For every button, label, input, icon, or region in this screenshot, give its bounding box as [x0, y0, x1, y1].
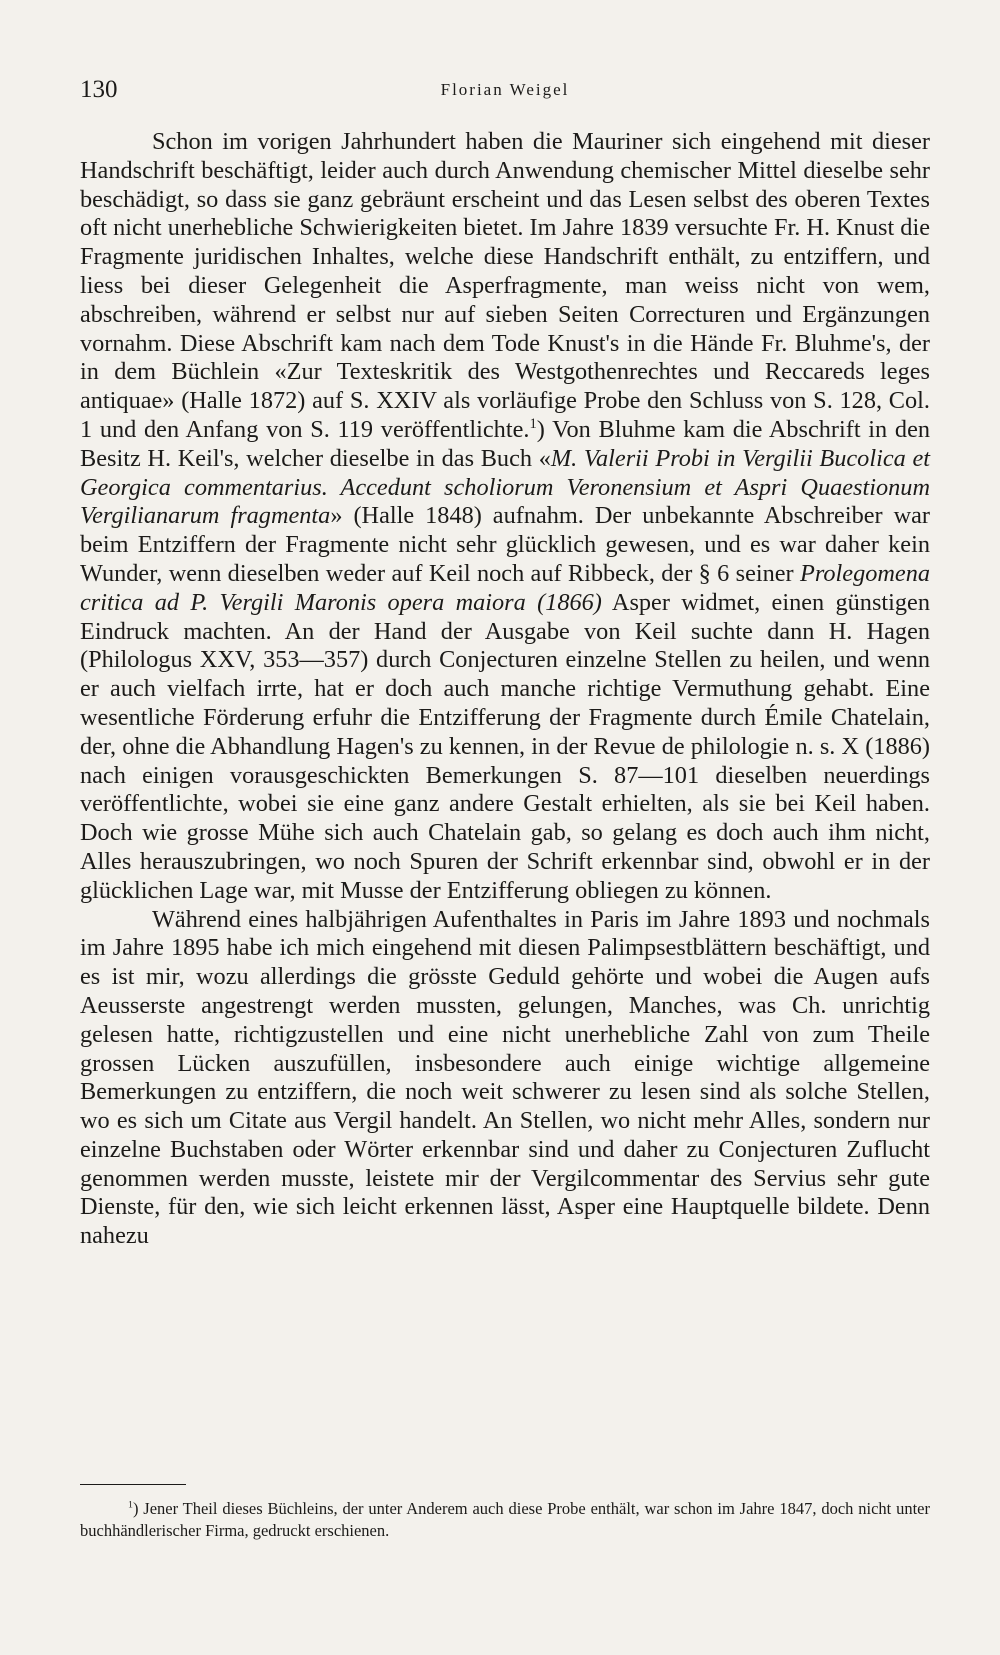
running-title: Florian Weigel: [440, 80, 570, 99]
page-header: [80, 76, 930, 108]
paragraph-1-part-3: » (Halle 1848) aufnahm. Der unbekannte Abschreiber war beim Entziffern der Fragmente nicht sehr glücklich gewesen, und es war daher kein Wunder, wenn dieselben weder auf Keil noch auf Ribbeck, der § 6 seiner: [80, 502, 930, 587]
footnote-reference: 1: [529, 415, 537, 432]
footnote-divider: [80, 1484, 186, 1485]
paragraph-1: [80, 128, 930, 906]
body-text: [80, 128, 930, 1251]
footnote: [80, 1498, 930, 1542]
paragraph-2: Während eines halbjährigen Aufenthaltes in Paris im Jahre 1893 und nochmals im Jahre 1895 habe ich mich eingehend mit diesen Palimpsestblättern beschäftigt, und es ist mir, wozu allerdings die grösste Geduld gehörte und wobei die Augen aufs Aeusserste angestrengt werden mussten, gelungen, Manches, was Ch. unrichtig gelesen hatte, richtigzustellen und eine nicht unerhebliche Zahl von zum Theile grossen Lücken auszufüllen, insbesondere auch einige wichtige allgemeine Bemerkungen zu entziffern, die noch weit schwerer zu lesen sind als solche Stellen, wo es sich um Citate aus Vergil handelt. An Stellen, wo nicht mehr Alles, sondern nur einzelne Buchstaben oder Wörter erkennbar sind und daher zu Conjecturen Zuflucht genommen werden musste, leistete mir der Vergilcommentar des Servius sehr gute Dienste, für den, wie sich leicht erkennen lässt, Asper eine Hauptquelle bildete. Denn nahezu: [80, 905, 930, 1250]
page-number: 130: [80, 76, 118, 103]
book-title-prolegomena: Prolegomena critica ad P. Vergili Maronis opera maiora (1866): [80, 559, 930, 616]
footnote-marker: 1: [128, 1499, 133, 1511]
paragraph-1-part-2: ) Von Bluhme kam die Abschrift in den Besitz H. Keil's, welcher dieselbe in das Buch «: [80, 415, 930, 472]
footnote-text: ) Jener Theil dieses Büchleins, der unter Anderem auch diese Probe enthält, war schon im Jahre 1847, doch nicht unter buchhändlerischer Firma, gedruckt erschienen.: [80, 1499, 930, 1540]
paragraph-1-part-1: Schon im vorigen Jahrhundert haben die Mauriner sich eingehend mit dieser Handschrift beschäftigt, leider auch durch Anwendung chemischer Mittel dieselbe sehr beschädigt, so dass sie ganz gebräunt erscheint und das Lesen selbst des oberen Textes oft nicht unerhebliche Schwierigkeiten bietet. Im Jahre 1839 versuchte Fr. H. Knust die Fragmente juridischen Inhaltes, welche diese Handschrift enthält, zu entziffern, und liess bei dieser Gelegenheit die Asperfragmente, man weiss nicht von wem, abschreiben, während er selbst nur auf sieben Seiten Correcturen und Ergänzungen vornahm. Diese Abschrift kam nach dem Tode Knust's in die Hände Fr. Bluhme's, der in dem Büchlein «Zur Texteskritik des Westgothenrechtes und Reccareds leges antiquae» (Halle 1872) auf S. XXIV als vorläufige Probe den Schluss von S. 128, Col. 1 und den Anfang von S. 119 veröffentlichte.: [80, 128, 930, 443]
book-title-probus: M. Valerii Probi in Vergilii Bucolica et Georgica commentarius. Accedunt scholiorum Veronensium et Aspri Quaestionum Vergilianarum fragmenta: [80, 444, 930, 530]
paragraph-1-part-4: Asper widmet, einen günstigen Eindruck machten. An der Hand der Ausgabe von Keil suchte dann H. Hagen (Philologus XXV, 353—357) durch Conjecturen einzelne Stellen zu heilen, und wenn er auch vielfach irrte, hat er doch auch manche richtige Vermuthung gehabt. Eine wesentliche Förderung erfuhr die Entzifferung der Fragmente durch Émile Chatelain, der, ohne die Abhandlung Hagen's zu kennen, in der Revue de philologie n. s. X (1886) nach einigen vorausgeschickten Bemerkungen S. 87—101 dieselben neuerdings veröffentlichte, wobei sie eine ganz andere Gestalt erhielten, als sie bei Keil haben. Doch wie grosse Mühe sich auch Chatelain gab, so gelang es doch auch ihm nicht, Alles herauszubringen, wo noch Spuren der Schrift erkennbar sind, obwohl er in der glücklichen Lage war, mit Musse der Entzifferung obliegen zu können.: [80, 588, 930, 904]
